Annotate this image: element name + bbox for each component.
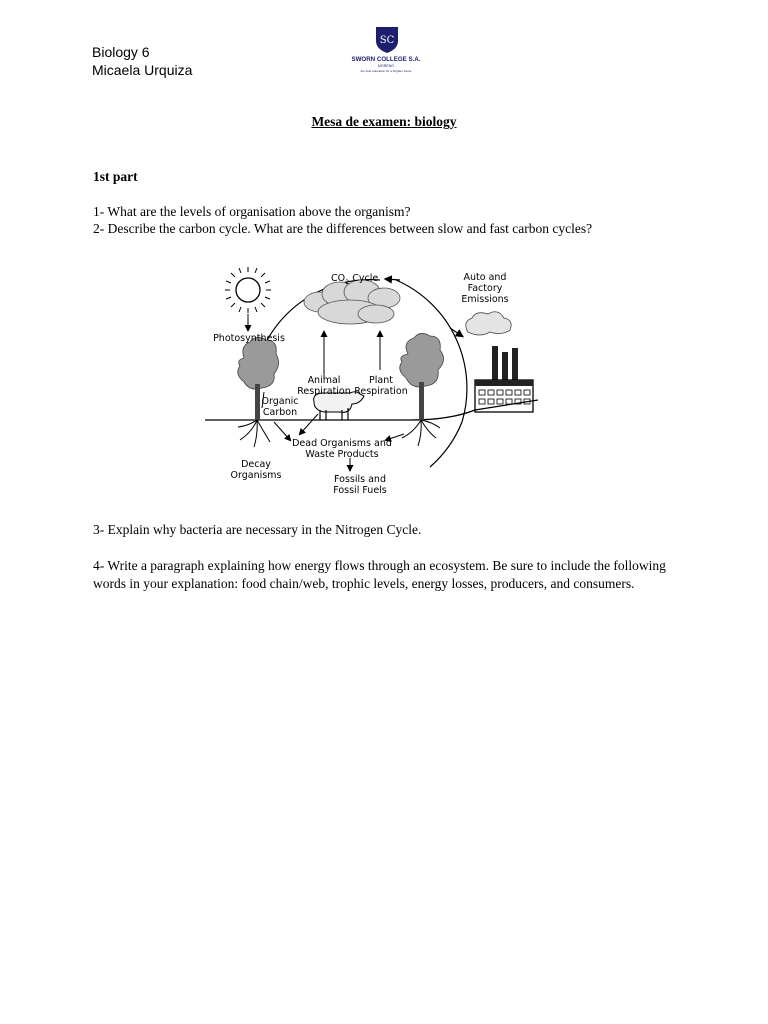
question-2: 2- Describe the carbon cycle. What are the differences between slow and fast carbon cycles?	[93, 221, 593, 236]
question-1: 1- What are the levels of organisation above the organism?	[93, 204, 411, 219]
label-fossils: Fossils and	[334, 474, 386, 485]
exam-title: Mesa de examen: biology	[311, 114, 457, 129]
label-co2-cycle: $CO_2$ Cycle	[331, 273, 379, 286]
student-name: Micaela Urquiza	[92, 62, 193, 78]
logo-name: SWORN COLLEGE S.A.	[351, 56, 421, 63]
label-animal: Animal	[307, 375, 341, 386]
sun-icon	[225, 267, 271, 313]
factory-icon	[466, 312, 533, 412]
cycle-arrow	[386, 279, 400, 280]
course-name: Biology 6	[92, 44, 150, 60]
label-plant: Plant	[369, 375, 393, 386]
logo-tagline: the best education for a brighter future	[360, 69, 412, 73]
logo-initials: SC	[379, 35, 395, 46]
label-dead-organisms: Dead Organisms and	[292, 438, 392, 449]
label-plant-respiration: Respiration	[354, 386, 408, 397]
label-factory: Factory	[467, 283, 503, 294]
label-organic: Organic	[261, 396, 299, 407]
label-animal-respiration: Respiration	[297, 386, 351, 397]
label-organisms: Organisms	[230, 470, 282, 481]
label-carbon: Carbon	[262, 407, 298, 418]
label-photosynthesis: Photosynthesis	[213, 333, 285, 344]
label-emissions: Emissions	[461, 294, 509, 305]
question-3: 3- Explain why bacteria are necessary in the Nitrogen Cycle.	[93, 522, 422, 537]
logo-location: MORENO	[377, 64, 395, 68]
section-heading: 1st part	[93, 169, 138, 184]
label-fossil-fuels: Fossil Fuels	[333, 485, 387, 496]
carbon-cycle-diagram	[200, 262, 538, 502]
school-logo	[350, 25, 426, 77]
label-waste-products: Waste Products	[305, 449, 379, 460]
label-auto: Auto and	[463, 272, 507, 283]
tree-left-icon	[238, 337, 279, 447]
cloud-icon	[304, 280, 400, 324]
label-decay: Decay	[241, 459, 271, 470]
question-4: 4- Write a paragraph explaining how energy flows through an ecosystem. Be sure to include the following words in your explanation: food chain/web, trophic levels, energy losses, producers, and consumers.	[93, 558, 666, 591]
